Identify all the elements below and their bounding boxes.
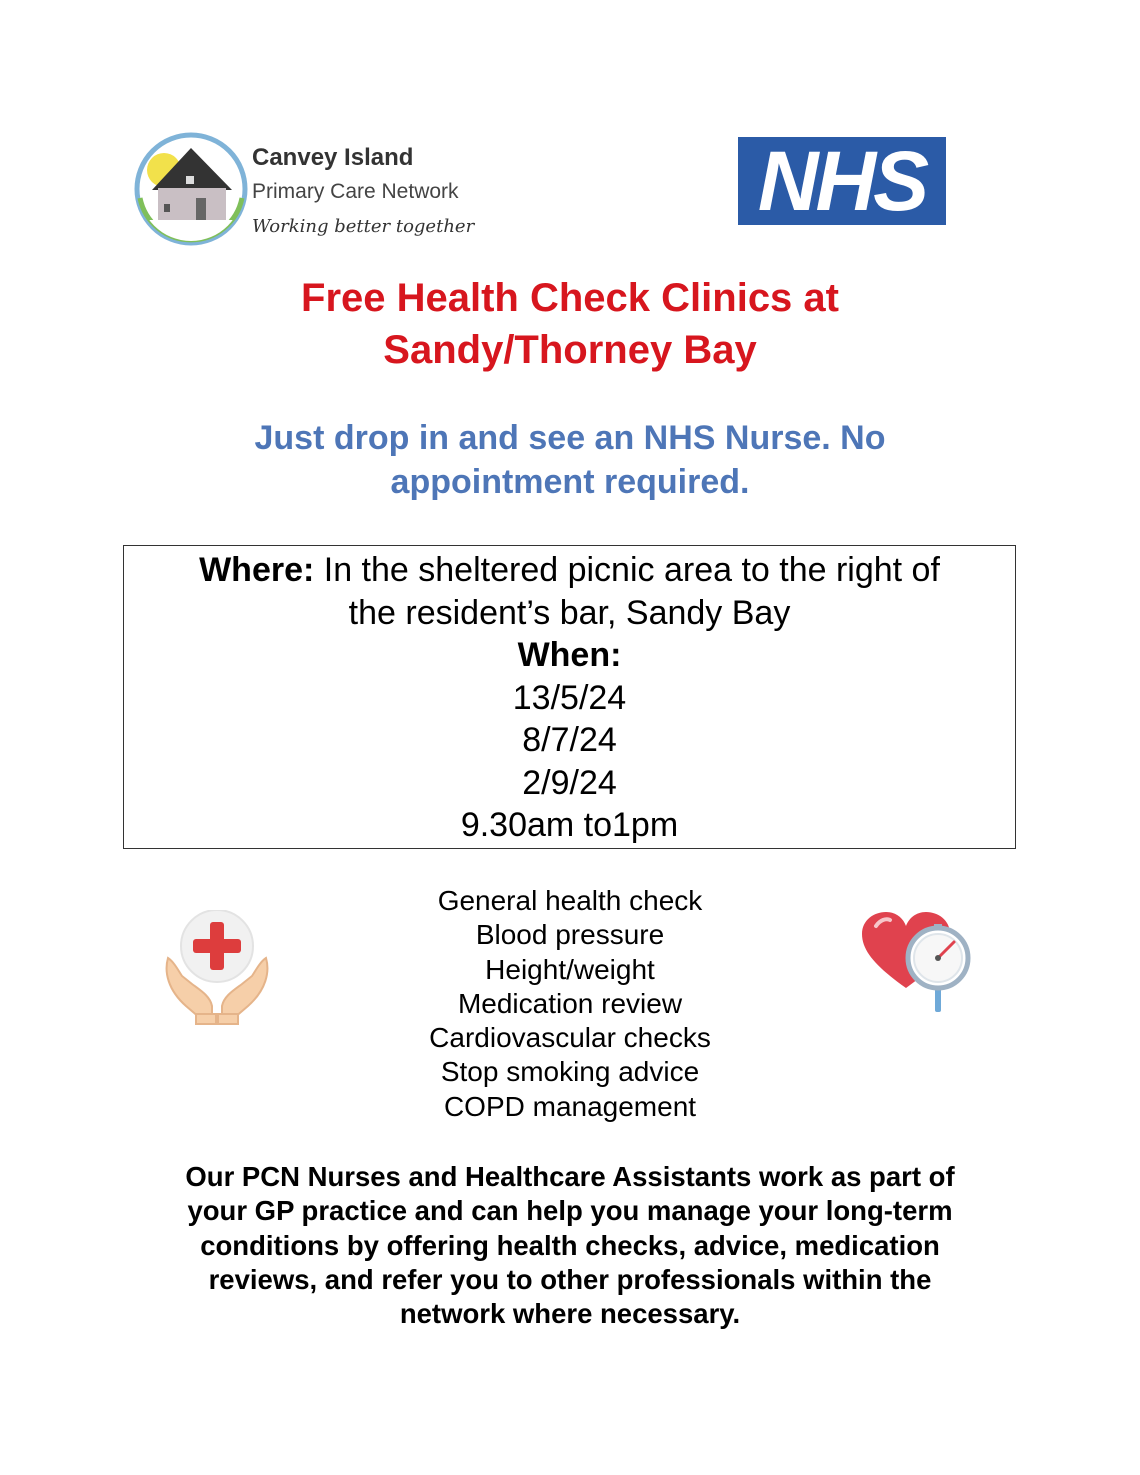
when-label: When: bbox=[517, 636, 622, 674]
footer-line: your GP practice and can help you manage your long-term bbox=[187, 1195, 953, 1227]
list-item: COPD management bbox=[443, 1090, 697, 1122]
clinic-time: 9.30am to1pm bbox=[460, 806, 679, 844]
list-item: Medication review bbox=[457, 987, 683, 1019]
subtitle-line-2: appointment required. bbox=[390, 463, 750, 501]
pcn-subtitle: Primary Care Network bbox=[252, 180, 459, 203]
footer-line: reviews, and refer you to other professionals within the bbox=[208, 1263, 932, 1295]
date-item: 8/7/24 bbox=[522, 721, 617, 759]
nhs-logo-text: NHS bbox=[757, 134, 927, 228]
pcn-logo bbox=[134, 132, 474, 250]
footer-line: conditions by offering health checks, advice, medication bbox=[200, 1229, 940, 1261]
list-item: Height/weight bbox=[485, 953, 655, 985]
footer-text bbox=[130, 1160, 1010, 1331]
title-line-1: Free Health Check Clinics at bbox=[301, 276, 839, 320]
where-line bbox=[124, 549, 1015, 592]
pcn-tagline: Working better together bbox=[252, 216, 475, 237]
list-item: Blood pressure bbox=[475, 919, 665, 951]
nhs-logo bbox=[738, 134, 946, 228]
where-text: In the sheltered picnic area to the right of bbox=[314, 551, 940, 589]
title-line-2: Sandy/Thorney Bay bbox=[383, 328, 757, 372]
subtitle-line-1: Just drop in and see an NHS Nurse. No bbox=[254, 419, 886, 457]
heart-blood-pressure-gauge-icon bbox=[858, 908, 978, 1023]
list-item: General health check bbox=[437, 885, 703, 916]
house-emblem-icon bbox=[134, 132, 248, 246]
footer-line: network where necessary. bbox=[399, 1298, 741, 1330]
details-box bbox=[123, 545, 1016, 849]
page-subtitle bbox=[170, 416, 970, 504]
where-text-line-2: the resident’s bar, Sandy Bay bbox=[348, 593, 791, 632]
pcn-name: Canvey Island bbox=[252, 144, 414, 171]
list-item: Cardiovascular checks bbox=[429, 1022, 711, 1054]
medical-care-hands-icon bbox=[160, 910, 290, 1030]
date-item: 13/5/24 bbox=[512, 678, 627, 717]
footer-line: Our PCN Nurses and Healthcare Assistants work as part of bbox=[185, 1161, 955, 1192]
page-title bbox=[170, 272, 970, 376]
services-list bbox=[370, 884, 770, 1124]
where-label: Where: bbox=[199, 551, 315, 589]
date-item: 2/9/24 bbox=[522, 763, 617, 802]
list-item: Stop smoking advice bbox=[440, 1056, 700, 1088]
